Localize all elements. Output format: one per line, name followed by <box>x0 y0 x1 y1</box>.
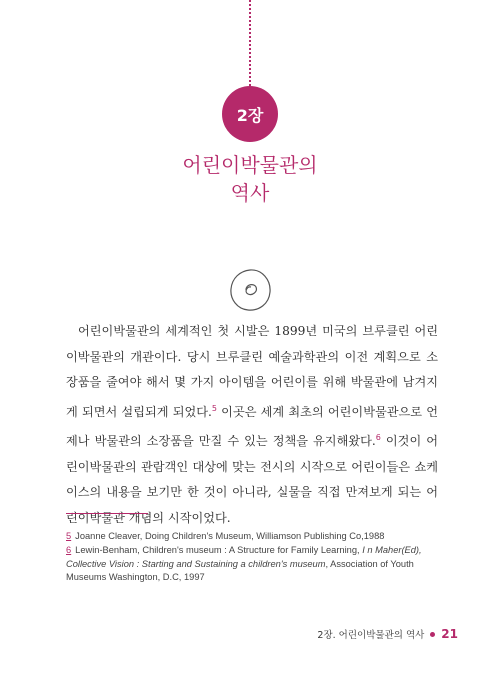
body-segment: 이것이 어린이박물관의 관람객인 대상에 맞는 전시의 시작으로 어린이들은 쇼케이스의 내용을 보기만 한 것이 아니라, 실물을 직접 만져보게 되는 어린이박물관 개념의 시작이었다. <box>66 434 439 525</box>
chapter-title-line1: 어린이박물관의 <box>182 153 318 177</box>
footnote-italic-text: I n Maher(Ed), Collective Vision : Starting and Sustaining a children's museum <box>66 545 422 569</box>
running-footer <box>317 627 458 641</box>
chapter-title-line2: 역사 <box>230 181 270 205</box>
footnote-ref-6[interactable]: 6 <box>375 433 381 443</box>
body-paragraph <box>66 319 438 531</box>
chapter-badge: 2장 <box>222 86 278 142</box>
footnote-5 <box>66 530 444 544</box>
footnote-divider <box>66 513 148 514</box>
bullet-dot-icon <box>430 632 435 637</box>
body-segment: 어린이박물관의 세계적인 첫 시발은 1899년 미국의 브루클린 어린이박물관의 개관이다. 당시 브루클린 예술과학관의 이전 계획으로 소장품을 줄여야 해서 몇 가지 아이템을 어린이를 위해 박물관에 남겨지게 되면서 설립되게 되었다. <box>66 324 438 419</box>
footnote-number: 6 <box>66 545 72 555</box>
footnote-number: 5 <box>66 531 72 541</box>
footnote-text: Joanne Cleaver, Doing Children's Museum, Williamson Publishing Co,1988 <box>75 531 385 541</box>
footnote-text: Lewin-Benham, Children's museum : A Structure for Family Learning, <box>75 545 363 555</box>
body-text <box>66 319 438 531</box>
footnote-ref-5[interactable]: 5 <box>211 403 217 413</box>
spiral-doodle-icon <box>226 266 274 314</box>
footnote-6 <box>66 544 444 585</box>
running-title: 2장. 어린이박물관의 역사 <box>317 630 425 641</box>
body-segment: 이곳은 세계 최초의 어린이박물관으로 언제나 박물관의 소장품을 만질 수 있는 정책을 유지해왔다. <box>66 404 438 449</box>
page-number: 21 <box>441 627 458 641</box>
decorative-dotted-line <box>249 0 251 86</box>
footnote-text: , Association of Youth Museums Washington, D.C, 1997 <box>66 558 414 582</box>
